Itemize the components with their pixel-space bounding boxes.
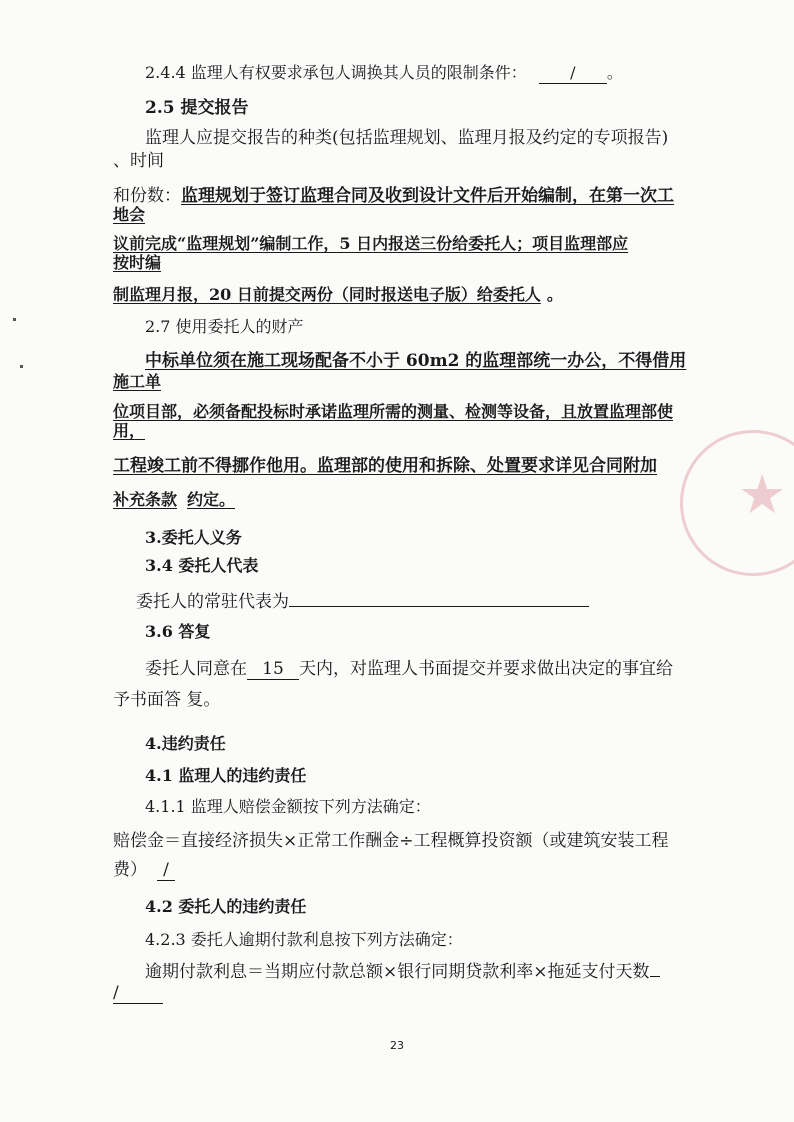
property-line-4: 用， xyxy=(113,421,146,440)
compensation-line-2: 费） / xyxy=(113,860,175,881)
restriction-blank: / xyxy=(539,63,607,84)
scan-speck xyxy=(13,318,16,321)
late-interest-line-1: 逾期付款利息＝当期应付款总额×银行同期贷款利率×拖延支付天数 xyxy=(145,962,660,982)
property-line-5: 工程竣工前不得挪作他用。监理部的使用和拆除、处置要求详见合同附加 xyxy=(113,456,657,476)
report-copies-line-3: 议前完成“监理规划”编制工作，5 日内报送三份给委托人；项目监理部应 xyxy=(113,234,629,253)
compensation-line-1: 赔偿金＝直接经济损失×正常工作酬金÷工程概算投资额（或建筑安装工程 xyxy=(113,831,669,851)
heading-3: 3.委托人义务 xyxy=(145,528,242,547)
reply-line-1: 委托人同意在 15 天内，对监理人书面提交并要求做出决定的事宜给 xyxy=(145,659,673,679)
report-copies-line-1: 和份数：监理规划于签订监理合同及收到设计文件后开始编制，在第一次工 xyxy=(113,186,674,206)
clause-4-2-3: 4.2.3 委托人逾期付款利息按下列方法确定： xyxy=(145,930,463,949)
property-line-1: 中标单位须在施工现场配备不小于 60m2 的监理部统一办公，不得借用 xyxy=(145,351,687,371)
report-copies-line-2: 地会 xyxy=(113,205,146,224)
reply-days-blank: 15 xyxy=(247,659,299,680)
property-line-2: 施工单 xyxy=(113,372,162,391)
scan-speck xyxy=(20,365,23,368)
page-number: 23 xyxy=(390,1039,404,1052)
heading-4: 4.违约责任 xyxy=(145,734,226,753)
representative-blank xyxy=(289,588,589,607)
representative-line: 委托人的常驻代表为 xyxy=(136,588,589,612)
report-types-line-1: 监理人应提交报告的种类(包括监理规划、监理月报及约定的专项报告) xyxy=(145,128,669,148)
report-copies-line-4: 按时编 xyxy=(113,253,162,272)
property-line-6: 补充条款 约定。 xyxy=(113,490,236,509)
heading-2-7: 2.7 使用委托人的财产 xyxy=(145,317,304,336)
compensation-blank: / xyxy=(157,860,175,881)
late-interest-line-2 xyxy=(113,983,163,1004)
heading-4-2: 4.2 委托人的违约责任 xyxy=(145,897,307,916)
heading-2-5: 2.5 提交报告 xyxy=(145,98,249,118)
clause-4-1-1: 4.1.1 监理人赔偿金额按下列方法确定： xyxy=(145,797,431,816)
heading-4-1: 4.1 监理人的违约责任 xyxy=(145,766,307,785)
reply-line-2: 予书面答 复。 xyxy=(113,690,221,710)
heading-3-4: 3.4 委托人代表 xyxy=(145,556,259,575)
report-types-line-2: 、时间 xyxy=(113,151,164,171)
property-line-3: 位项目部，必须备配投标时承诺监理所需的测量、检测等设备，且放置监理部使 xyxy=(113,402,674,421)
heading-3-6: 3.6 答复 xyxy=(145,622,211,641)
clause-2-4-4: 2.4.4 监理人有权要求承包人调换其人员的限制条件： / 。 xyxy=(145,63,623,82)
report-copies-line-5: 制监理月报，20 日前提交两份（同时报送电子版）给委托人 。 xyxy=(113,285,563,304)
seal-star-icon: ★ xyxy=(738,463,787,526)
late-interest-blank: / xyxy=(113,983,163,1004)
